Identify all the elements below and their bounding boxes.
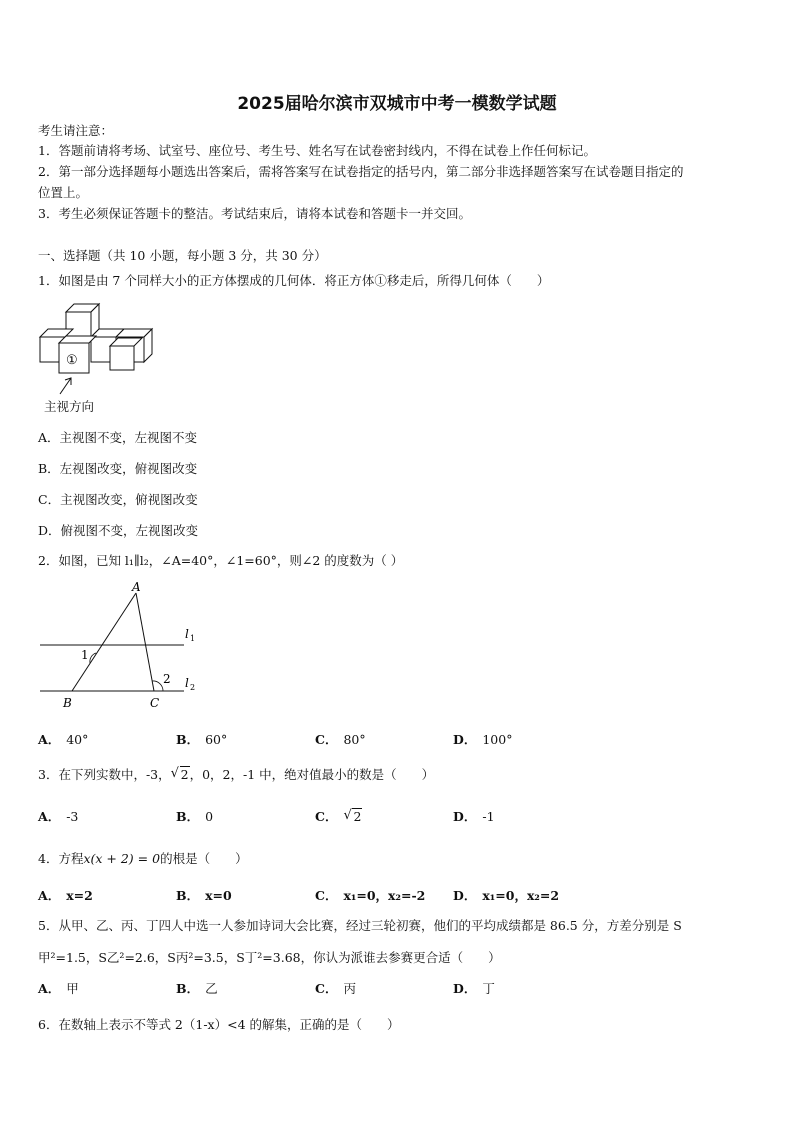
- q2-option-c: C． 80°: [315, 732, 366, 747]
- q5-option-b: B． 乙: [176, 981, 218, 996]
- notice-item-2-cont: 位置上。: [38, 185, 89, 200]
- q4-option-a: A． x=2: [38, 888, 93, 903]
- q6-stem: 6．在数轴上表示不等式 2（1-x）<4 的解集，正确的是（ ）: [38, 1017, 400, 1032]
- q4-option-d: D． x₁=0，x₂=2: [453, 888, 560, 903]
- q1-stem: 1．如图是由 7 个同样大小的正方体摆成的几何体．将正方体①移走后，所得几何体（ ）: [38, 273, 550, 288]
- cube-1-label: ①: [66, 353, 78, 368]
- q1-figure-caption: 主视方向: [44, 399, 95, 414]
- q3-option-b: B． 0: [176, 809, 214, 824]
- vertex-b: B: [63, 696, 72, 710]
- line-l1-subscript: 1: [190, 634, 196, 643]
- vertex-c: C: [150, 696, 160, 710]
- cube-shapes: [40, 304, 152, 373]
- q5-option-a: A． 甲: [38, 981, 79, 996]
- q4-equation: x(x + 2) = 0: [83, 851, 161, 866]
- q5-stem-line1: 5．从甲、乙、丙、丁四人中选一人参加诗词大会比赛，经过三轮初赛，他们的平均成绩都是 86.5 分，方差分别是 S: [38, 918, 682, 933]
- q1-option-a: A．主视图不变，左视图不变: [38, 430, 198, 445]
- notice-heading: 考生请注意：: [38, 123, 114, 138]
- notice-item-3: 3．考生必须保证答题卡的整洁。考试结束后，请将本试卷和答题卡一并交回。: [38, 206, 471, 221]
- view-arrow: [60, 378, 71, 394]
- q3-option-a: A． -3: [38, 809, 79, 824]
- q2-option-a: A． 40°: [38, 732, 89, 747]
- angle-1-label: 1: [81, 648, 89, 662]
- q1-option-c: C．主视图改变，俯视图改变: [38, 492, 198, 507]
- notice-item-2: 2．第一部分选择题每小题选出答案后，需将答案写在试卷指定的括号内，第二部分非选择题答案写在试卷题目指定的: [38, 164, 684, 179]
- angle-2-label: 2: [163, 672, 171, 686]
- q3-option-c: C． √ 2: [315, 808, 362, 824]
- line-l1-label: l: [185, 627, 189, 641]
- q2-option-d: D． 100°: [453, 732, 513, 747]
- vertex-a: A: [132, 580, 141, 594]
- q4-option-c: C． x₁=0，x₂=-2: [315, 888, 426, 903]
- q4-stem: 4．方程x(x + 2) = 0的根是（ ）: [38, 851, 248, 866]
- q4-option-b: B． x=0: [176, 888, 232, 903]
- line-l2-subscript: 2: [190, 683, 196, 692]
- q5-stem-line2: 甲²=1.5，S乙²=2.6，S丙²=3.5，S丁²=3.68，你认为派谁去参赛更合适（ ）: [38, 950, 501, 965]
- q2-option-b: B． 60°: [176, 732, 228, 747]
- section-heading: 一、选择题（共 10 小题，每小题 3 分，共 30 分）: [38, 248, 327, 263]
- q2-stem: 2．如图，已知 l₁∥l₂，∠A=40°，∠1=60°，则∠2 的度数为（ ）: [38, 553, 404, 568]
- q2-parallel-lines-figure: [36, 580, 206, 715]
- q5-option-c: C． 丙: [315, 981, 356, 996]
- sqrt-symbol: √ 2: [170, 766, 189, 782]
- q3-stem: 3．在下列实数中，-3， √ 2，0，2，-1 中，绝对值最小的数是（ ）: [38, 766, 435, 782]
- page-title: 2025届哈尔滨市双城市中考一模数学试题: [237, 94, 557, 114]
- notice-item-1: 1．答题前请将考场、试室号、座位号、考生号、姓名写在试卷密封线内，不得在试卷上作任何标记。: [38, 143, 596, 158]
- side-ac: [136, 593, 154, 691]
- side-ab: [72, 593, 136, 691]
- q5-option-d: D． 丁: [453, 981, 495, 996]
- q1-option-d: D．俯视图不变，左视图改变: [38, 523, 199, 538]
- line-l2-label: l: [185, 676, 189, 690]
- q1-option-b: B．左视图改变，俯视图改变: [38, 461, 198, 476]
- q3-option-d: D． -1: [453, 809, 495, 824]
- sqrt-symbol: √ 2: [343, 808, 362, 824]
